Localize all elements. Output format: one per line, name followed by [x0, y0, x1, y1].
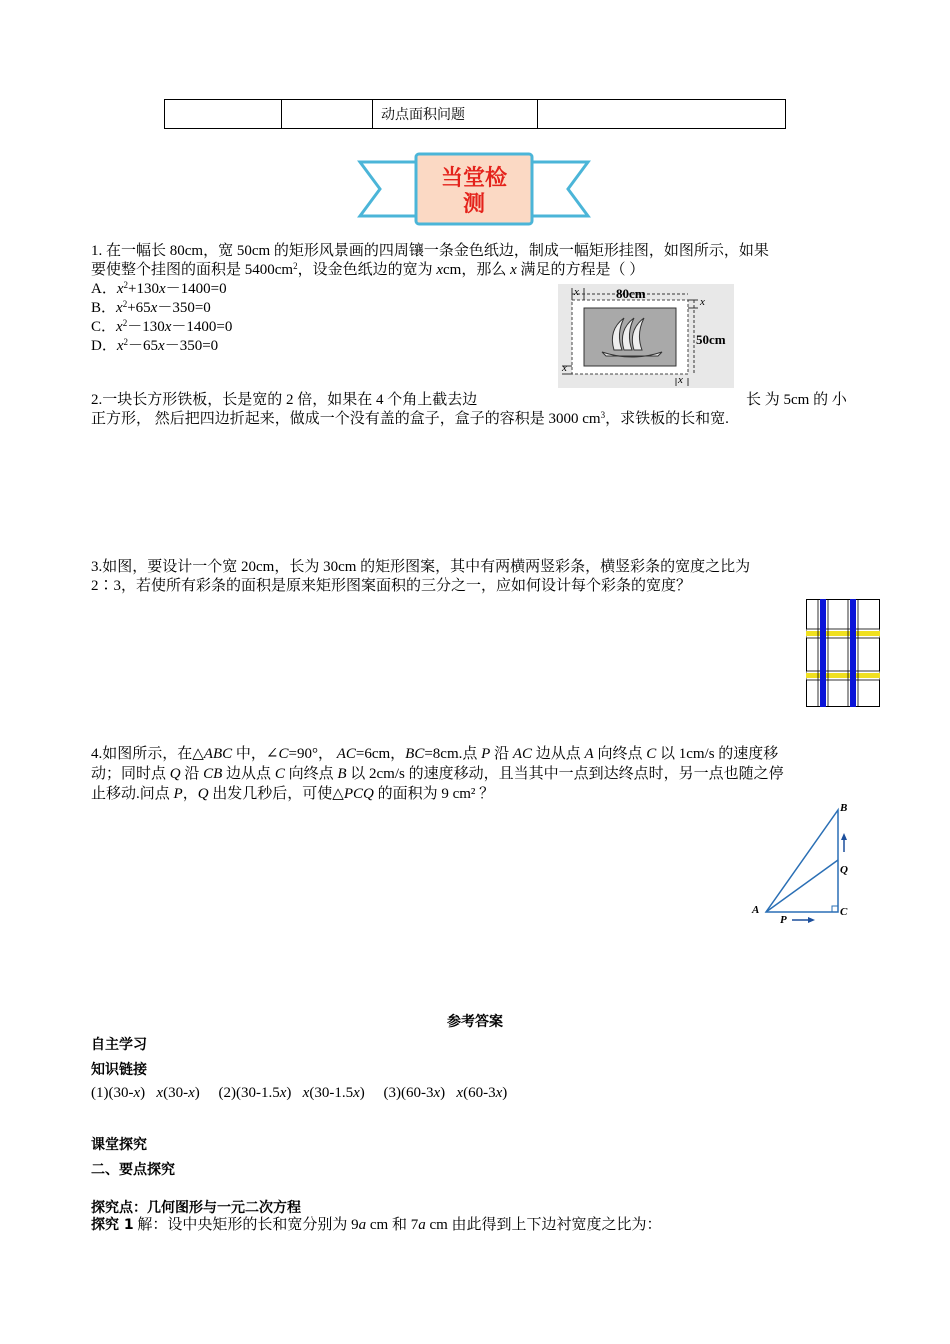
q4-text: 沿 [490, 746, 513, 762]
formula-text: (1)(30- [91, 1085, 134, 1101]
table-cell-1 [165, 100, 282, 129]
formula-text: (2)(30-1.5 [218, 1085, 280, 1101]
var-x: x [353, 1085, 360, 1101]
figure-label-x: x [562, 362, 567, 374]
banner-line1: 当堂检 [440, 166, 507, 191]
var: ABC [203, 746, 233, 762]
q4-text: 边从点 [532, 746, 585, 762]
var-x: x [116, 300, 123, 316]
var: C [278, 746, 289, 762]
q2-text: ，求铁板的长和宽. [605, 411, 729, 427]
var-x: x [158, 338, 165, 354]
var-x: x [433, 1085, 441, 1101]
figure-label-x: x [678, 374, 683, 386]
figure-label-x: x [574, 286, 579, 298]
var-x: x [158, 281, 166, 297]
explore1-label: 探究 1 [91, 1217, 134, 1233]
q4-text: =90°， [288, 746, 337, 762]
option-text: +65 [127, 300, 151, 316]
q1-text: 满足的方程是（ ） [516, 262, 645, 278]
var: A [584, 746, 594, 762]
q4-text: 向终点 [284, 766, 338, 782]
formula-text: (30- [163, 1085, 189, 1101]
section-knowledge-link: 知识链接 [91, 1062, 147, 1078]
var-a: a [358, 1217, 367, 1233]
var: AC [336, 746, 356, 762]
var-x: x [150, 300, 158, 316]
var: C [646, 746, 657, 762]
q4-line1 [91, 745, 861, 764]
var-x: x [156, 1085, 164, 1101]
var-a: a [418, 1217, 426, 1233]
sup: 2 [123, 280, 129, 290]
var: PCQ [343, 786, 374, 802]
var: P [173, 786, 183, 802]
var-x: x [164, 319, 172, 335]
var-x: x [436, 262, 444, 278]
section-banner [356, 152, 592, 226]
q4-text: 边从点 [222, 766, 275, 782]
var: AC [512, 746, 532, 762]
q1-figure [558, 284, 734, 388]
table-cell-2 [282, 100, 373, 129]
q1-text: 要使整个挂图的面积是 5400cm [91, 262, 294, 278]
explore1-text: cm 由此得到上下边衬宽度之比为： [425, 1217, 662, 1233]
answers-title: 参考答案 [447, 1014, 503, 1030]
q4-text: =6cm， [355, 746, 406, 762]
answer-formula-line [91, 1084, 507, 1103]
label-p: P [780, 914, 787, 926]
var-x: x [133, 1085, 141, 1101]
option-text: +130 [128, 281, 159, 297]
table-cell-3: 动点面积问题 [373, 100, 538, 129]
q4-text: 的面积为 9 cm² ？ [373, 786, 495, 802]
var: P [481, 746, 491, 762]
q1-line1: 1. 在一幅长 80cm，宽 50cm 的矩形风景画的四周镶一条金色纸边，制成一幅矩形挂图，如图所示，如果 [91, 243, 769, 259]
option-text: －350=0 [164, 338, 219, 354]
q2-line1b: 长 为 5cm 的 小 [746, 392, 847, 408]
label-a: A [752, 904, 760, 916]
var: Q [169, 766, 181, 782]
var-x: x [116, 338, 124, 354]
q4-text: 止移动.问点 [91, 786, 174, 802]
sup: 2 [122, 299, 128, 309]
q4-text: 中，∠ [232, 746, 279, 762]
q3-line1: 3.如图，要设计一个宽 20cm，长为 30cm 的矩形图案，其中有两横两竖彩条，横竖彩条的宽度之比为 [91, 559, 751, 575]
q4-text: 以 1cm/s 的速度移 [656, 746, 779, 762]
var: B [337, 766, 347, 782]
option-label: C． [91, 319, 117, 335]
q1-text: ，设金色纸边的宽为 [297, 262, 437, 278]
figure-label-x: x [700, 296, 705, 308]
q4-text: 出发几秒后，可使△ [208, 786, 344, 802]
formula-text: ) [194, 1085, 200, 1101]
q3-figure [806, 599, 880, 707]
formula-text: (60-3 [463, 1085, 496, 1101]
formula-text: ) [359, 1085, 365, 1101]
q4-text: 动；同时点 [91, 766, 170, 782]
q2-line1a: 2.一块长方形铁板，长是宽的 2 倍，如果在 4 个角上截去边 [91, 392, 478, 408]
option-text: －1400=0 [171, 319, 233, 335]
q4-line2 [91, 765, 861, 784]
striped-rectangle-icon [806, 599, 880, 707]
vertical-stripe [850, 599, 856, 707]
q2-text: 正方形， 然后把四边折起来，做成一个没有盖的盒子，盒子的容积是 3000 cm [91, 411, 601, 427]
var-x: x [495, 1085, 503, 1101]
var-x: x [302, 1085, 310, 1101]
sup: 2 [123, 337, 129, 347]
var: BC [405, 746, 425, 762]
label-c: C [840, 906, 848, 918]
section-class-explore: 课堂探究 [91, 1137, 147, 1153]
var-x: x [188, 1085, 195, 1101]
header-table [164, 99, 786, 129]
explore1-text: cm 和 7 [366, 1217, 419, 1233]
option-text: －350=0 [157, 300, 211, 316]
var-x: x [279, 1085, 287, 1101]
q4-figure [752, 800, 858, 926]
formula-text: ) [286, 1085, 303, 1101]
formula-text: ) [440, 1085, 457, 1101]
option-label: A． [91, 281, 117, 297]
q1-option-d [91, 337, 218, 356]
q4-text: ， [182, 786, 198, 802]
q1-option-b [91, 299, 211, 318]
option-text: －130 [127, 319, 165, 335]
horizontal-stripe [806, 673, 880, 678]
q4-text: 以 2cm/s 的速度移动，且当其中一点到达终点时，另一点也随之停 [346, 766, 784, 782]
q4-line3 [91, 785, 861, 804]
sup: 2 [122, 318, 128, 328]
formula-text: (3)(60-3 [383, 1085, 434, 1101]
explore1-line [91, 1216, 662, 1235]
sup: 2 [293, 261, 298, 271]
q4-text: 4.如图所示，在△ [91, 746, 204, 762]
figure-label-width: 50cm [696, 332, 726, 347]
option-label: D． [91, 338, 117, 354]
figure-label-length: 80cm [616, 286, 646, 301]
banner-line2: 测 [462, 192, 485, 217]
var: CB [203, 766, 223, 782]
q4-text: =8cm.点 [424, 746, 482, 762]
option-label: B． [91, 300, 117, 316]
var-x: x [116, 319, 123, 335]
option-text: －1400=0 [165, 281, 227, 297]
formula-text: ) [140, 1085, 157, 1101]
option-text: －65 [128, 338, 159, 354]
var: Q [197, 786, 209, 802]
q4-text: 向终点 [593, 746, 647, 762]
var: C [274, 766, 285, 782]
var-x: x [456, 1085, 464, 1101]
var-x: x [510, 262, 517, 278]
section-explore-point: 探究点：几何图形与一元二次方程 [91, 1200, 301, 1216]
q3-line2: 2∶3，若使所有彩条的面积是原来矩形图案面积的三分之一，应如何设计每个彩条的宽度？ [91, 578, 692, 594]
q1-text: cm，那么 [443, 262, 511, 278]
vertical-stripe [820, 599, 826, 707]
formula-text: (30-1.5 [309, 1085, 354, 1101]
q4-text: 沿 [180, 766, 204, 782]
var-x: x [116, 281, 124, 297]
table-cell-4 [538, 100, 786, 129]
label-b: B [840, 802, 848, 814]
q1-option-c [91, 318, 232, 337]
q1-option-a [91, 280, 227, 299]
q1-line2 [91, 261, 861, 280]
section-key-points: 二、要点探究 [91, 1162, 175, 1178]
sup: 3 [600, 410, 606, 420]
explore1-text: 解：设中央矩形的长和宽分别为 9 [133, 1217, 359, 1233]
horizontal-stripe [806, 631, 880, 636]
formula-text: ) [502, 1085, 508, 1101]
label-q: Q [840, 864, 848, 876]
q2-line2 [91, 410, 861, 429]
section-self-study: 自主学习 [91, 1037, 147, 1053]
